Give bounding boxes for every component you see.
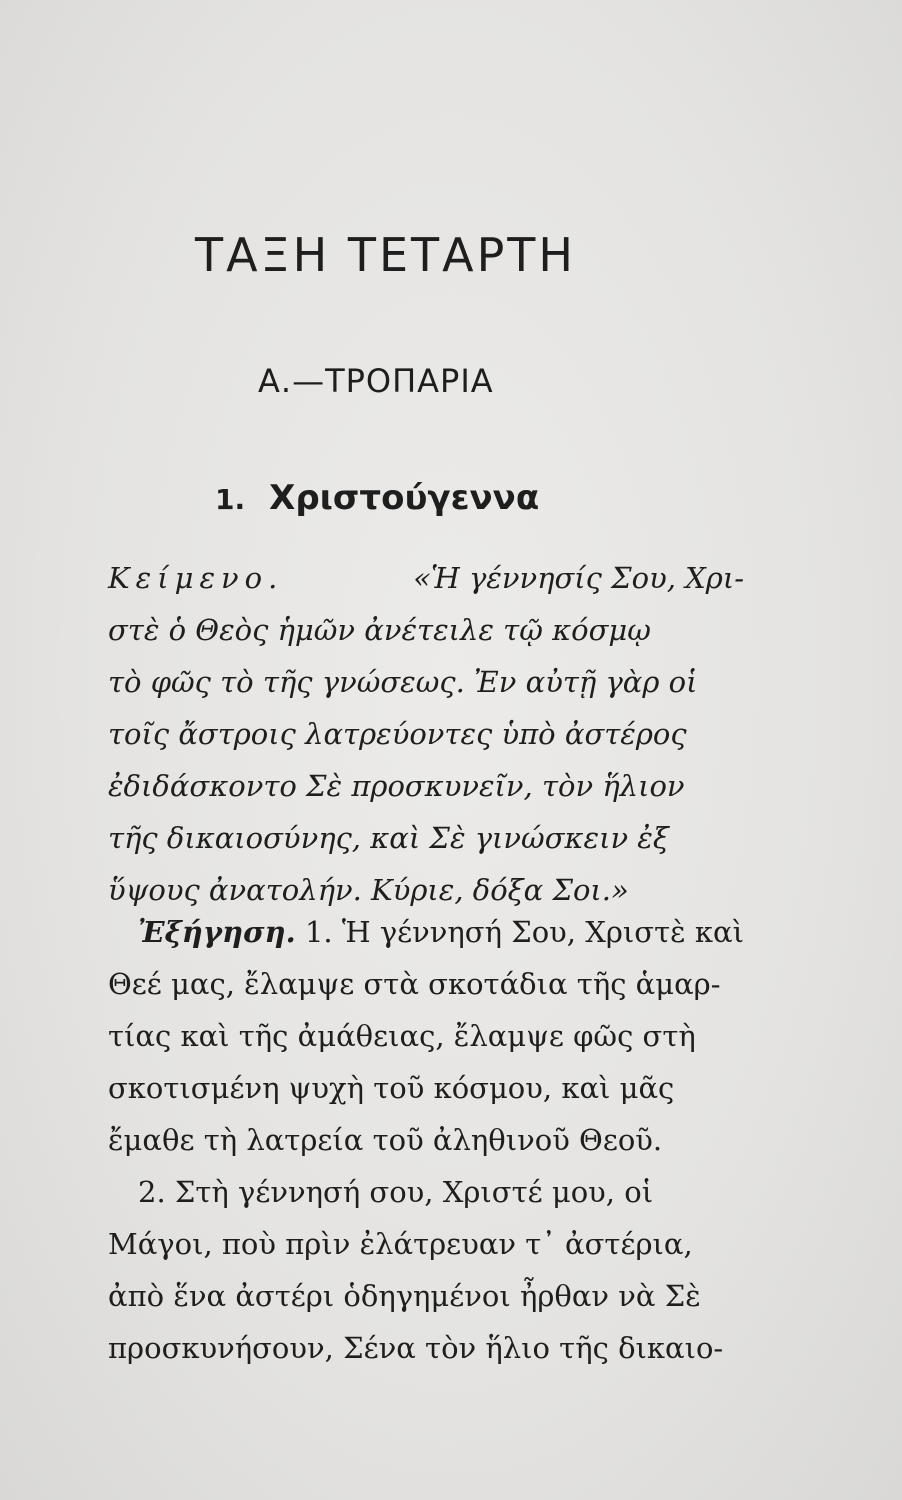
explanation-line	[108, 906, 744, 958]
text-line	[108, 760, 744, 812]
text-line	[108, 552, 744, 604]
explanation-line	[108, 1114, 744, 1166]
text-line-content: τοῖς ἄστροις λατρεύοντες ὑπὸ ἀστέρος	[108, 717, 687, 751]
explanation-line-content: ἀπὸ ἕνα ἀστέρι ὁδηγημένοι ἦρθαν νὰ Σὲ	[108, 1279, 701, 1313]
explanation-line	[108, 1270, 744, 1322]
text-line	[108, 708, 744, 760]
explanation-line	[108, 1062, 744, 1114]
explanation-line-content: 2. Στὴ γέννησή σου, Χριστέ μου, οἱ	[138, 1175, 654, 1209]
explanation-line-content: προσκυνήσουν, Σένα τὸν ἥλιο τῆς δικαιο-	[108, 1331, 724, 1365]
explanation-line-content: σκοτισμένη ψυχὴ τοῦ κόσμου, καὶ μᾶς	[108, 1071, 675, 1105]
explanation-line	[108, 1218, 744, 1270]
chapter-title: ΤΑΞΗ ΤΕΤΑΡΤΗ	[195, 228, 576, 282]
text-line	[108, 812, 744, 864]
text-line-content: ἐδιδάσκοντο Σὲ προσκυνεῖν, τὸν ἥλιον	[108, 769, 685, 803]
hymn-number: 1.	[215, 483, 246, 516]
explanation-line-content: τίας καὶ τῆς ἀμάθειας, ἔλαμψε φῶς στὴ	[108, 1019, 696, 1053]
text-line-content: ὕψους ἀνατολήν. Κύριε, δόξα Σοι.»	[108, 873, 629, 907]
text-line	[108, 656, 744, 708]
hymn-heading	[215, 478, 539, 518]
explanation-line	[108, 1166, 744, 1218]
explanation-line-content: Μάγοι, ποὺ πρὶν ἐλάτρευαν τ᾿ ἀστέρια,	[108, 1227, 693, 1261]
explanation-line-content: Θεέ μας, ἔλαμψε στὰ σκοτάδια τῆς ἁμαρ-	[108, 967, 721, 1001]
text-line-content: στὲ ὁ Θεὸς ἡμῶν ἀνέτειλε τῷ κόσμῳ	[108, 613, 651, 647]
hymn-title: Χριστούγεννα	[269, 478, 540, 518]
text-line-content: «Ἡ γέννησίς Σου, Χρι-	[413, 561, 744, 595]
text-line-content: τῆς δικαιοσύνης, καὶ Σὲ γινώσκειν ἐξ	[108, 821, 669, 855]
explanation-line-content: ἔμαθε τὴ λατρεία τοῦ ἀληθινοῦ Θεοῦ.	[108, 1123, 663, 1157]
text-label: Κείμενο.	[108, 561, 284, 595]
explanation-line	[108, 1010, 744, 1062]
text-line	[108, 604, 744, 656]
hymn-text-block	[108, 552, 744, 916]
explanation-line	[108, 958, 744, 1010]
explanation-line	[108, 1322, 744, 1374]
text-line-content: τὸ φῶς τὸ τῆς γνώσεως. Ἐν αὐτῇ γὰρ οἱ	[108, 665, 698, 699]
explanation-label: Ἐξήγηση.	[138, 915, 296, 949]
section-title: Α.—ΤΡΟΠΑΡΙΑ	[258, 362, 494, 400]
explanation-block	[108, 906, 744, 1374]
explanation-line-content: 1. Ἡ γέννησή Σου, Χριστὲ καὶ	[304, 915, 744, 949]
